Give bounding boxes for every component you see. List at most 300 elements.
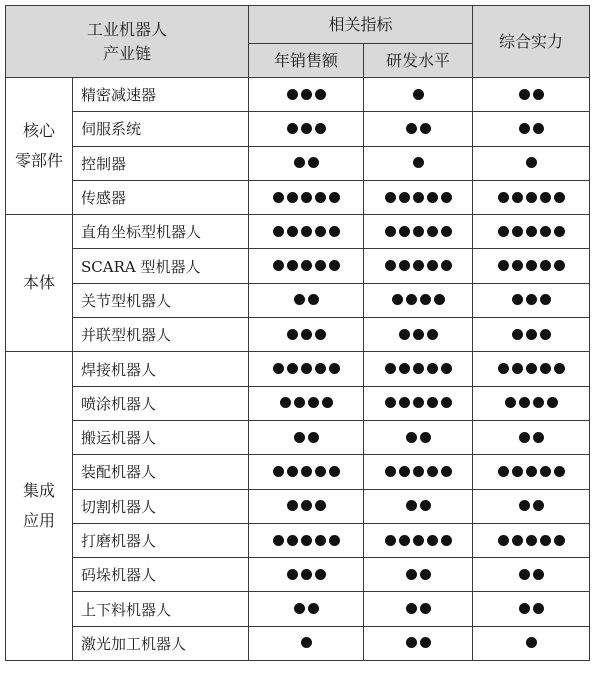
- category-line2: 零部件: [14, 151, 63, 171]
- rating-sales: [249, 215, 364, 249]
- rating-dot-icon: [420, 294, 431, 305]
- header-rd-label: 研发水平: [386, 50, 451, 70]
- rating-dots: [519, 569, 544, 580]
- rating-dots: [273, 260, 340, 271]
- rating-dot-icon: [413, 329, 424, 340]
- rating-rd: [364, 523, 473, 557]
- table-row: [6, 626, 590, 660]
- rating-rd: [364, 112, 473, 146]
- rating-dot-icon: [301, 637, 312, 648]
- rating-dot-icon: [540, 260, 551, 271]
- rating-dots: [287, 329, 326, 340]
- rating-dot-icon: [287, 466, 298, 477]
- rating-dot-icon: [540, 466, 551, 477]
- item-name: 上下料机器人: [73, 592, 249, 626]
- rating-dot-icon: [540, 329, 551, 340]
- table-row: [6, 318, 590, 352]
- rating-dot-icon: [301, 329, 312, 340]
- rating-dot-icon: [554, 192, 565, 203]
- rating-dots: [406, 123, 431, 134]
- rating-overall: [473, 146, 590, 180]
- rating-dot-icon: [273, 363, 284, 374]
- rating-dot-icon: [399, 260, 410, 271]
- item-name: 精密减速器: [73, 78, 249, 112]
- rating-dots: [301, 637, 312, 648]
- rating-dots: [294, 294, 319, 305]
- rating-dot-icon: [413, 363, 424, 374]
- rating-dot-icon: [519, 432, 530, 443]
- rating-dot-icon: [287, 192, 298, 203]
- rating-dots: [392, 294, 445, 305]
- rating-dot-icon: [512, 260, 523, 271]
- rating-dot-icon: [512, 294, 523, 305]
- rating-sales: [249, 489, 364, 523]
- rating-dot-icon: [399, 329, 410, 340]
- category-cell: [6, 215, 73, 352]
- rating-dot-icon: [533, 397, 544, 408]
- rating-overall: [473, 283, 590, 317]
- rating-dot-icon: [413, 192, 424, 203]
- rating-dot-icon: [329, 260, 340, 271]
- rating-dots: [280, 397, 333, 408]
- rating-overall: [473, 558, 590, 592]
- rating-dot-icon: [315, 260, 326, 271]
- rating-dot-icon: [301, 363, 312, 374]
- rating-sales: [249, 523, 364, 557]
- rating-dot-icon: [498, 192, 509, 203]
- rating-overall: [473, 215, 590, 249]
- rating-dot-icon: [406, 569, 417, 580]
- rating-dot-icon: [315, 466, 326, 477]
- rating-overall: [473, 112, 590, 146]
- rating-dot-icon: [385, 363, 396, 374]
- rating-dot-icon: [385, 226, 396, 237]
- rating-dot-icon: [413, 397, 424, 408]
- rating-dots: [512, 294, 551, 305]
- rating-dots: [498, 260, 565, 271]
- rating-dot-icon: [399, 397, 410, 408]
- rating-dot-icon: [329, 192, 340, 203]
- rating-dot-icon: [498, 363, 509, 374]
- rating-dot-icon: [427, 260, 438, 271]
- rating-dots: [413, 157, 424, 168]
- rating-dot-icon: [533, 500, 544, 511]
- rating-sales: [249, 420, 364, 454]
- category-cell: [6, 78, 73, 215]
- rating-dot-icon: [315, 192, 326, 203]
- category-line2: 应用: [22, 511, 55, 531]
- table-body: [6, 78, 590, 661]
- table-row: [6, 489, 590, 523]
- rating-dot-icon: [519, 500, 530, 511]
- rating-dot-icon: [385, 466, 396, 477]
- rating-dot-icon: [533, 569, 544, 580]
- table-row: [6, 180, 590, 214]
- table-row: [6, 386, 590, 420]
- rating-sales: [249, 386, 364, 420]
- rating-sales: [249, 558, 364, 592]
- rating-rd: [364, 215, 473, 249]
- rating-dot-icon: [385, 535, 396, 546]
- rating-dots: [498, 192, 565, 203]
- rating-dot-icon: [399, 363, 410, 374]
- rating-rd: [364, 626, 473, 660]
- header-overall-label: 综合实力: [499, 31, 564, 51]
- rating-dot-icon: [308, 603, 319, 614]
- table-row: [6, 558, 590, 592]
- rating-sales: [249, 352, 364, 386]
- rating-overall: [473, 592, 590, 626]
- item-name: 切割机器人: [73, 489, 249, 523]
- rating-dot-icon: [427, 192, 438, 203]
- rating-dots: [273, 192, 340, 203]
- header-sales: [249, 44, 364, 78]
- rating-dots: [505, 397, 558, 408]
- rating-sales: [249, 626, 364, 660]
- rating-dots: [406, 500, 431, 511]
- category-line1: 核心: [22, 121, 55, 141]
- category-line1: 本体: [22, 273, 55, 293]
- rating-dot-icon: [441, 466, 452, 477]
- rating-dot-icon: [420, 603, 431, 614]
- rating-dot-icon: [420, 123, 431, 134]
- rating-dot-icon: [315, 535, 326, 546]
- rating-dot-icon: [505, 397, 516, 408]
- rating-dot-icon: [420, 569, 431, 580]
- item-name: 控制器: [73, 146, 249, 180]
- rating-dot-icon: [526, 260, 537, 271]
- rating-dots: [519, 123, 544, 134]
- rating-dots: [385, 226, 452, 237]
- rating-dot-icon: [315, 569, 326, 580]
- rating-dot-icon: [512, 226, 523, 237]
- rating-dot-icon: [526, 226, 537, 237]
- rating-dot-icon: [294, 157, 305, 168]
- rating-sales: [249, 112, 364, 146]
- item-name: 直角坐标型机器人: [73, 215, 249, 249]
- rating-dots: [519, 432, 544, 443]
- rating-dot-icon: [301, 535, 312, 546]
- rating-dots: [519, 89, 544, 100]
- rating-dots: [385, 535, 452, 546]
- rating-rd: [364, 318, 473, 352]
- rating-dot-icon: [308, 432, 319, 443]
- rating-dot-icon: [287, 569, 298, 580]
- rating-dot-icon: [287, 363, 298, 374]
- rating-dot-icon: [526, 192, 537, 203]
- rating-dot-icon: [406, 294, 417, 305]
- rating-overall: [473, 386, 590, 420]
- rating-rd: [364, 180, 473, 214]
- rating-dot-icon: [287, 89, 298, 100]
- rating-dots: [287, 569, 326, 580]
- rating-dot-icon: [287, 535, 298, 546]
- rating-dot-icon: [512, 535, 523, 546]
- rating-rd: [364, 420, 473, 454]
- item-name: 打磨机器人: [73, 523, 249, 557]
- item-name: 喷涂机器人: [73, 386, 249, 420]
- rating-dot-icon: [413, 226, 424, 237]
- rating-dot-icon: [287, 123, 298, 134]
- rating-dot-icon: [301, 226, 312, 237]
- rating-dots: [287, 500, 326, 511]
- rating-rd: [364, 489, 473, 523]
- rating-overall: [473, 626, 590, 660]
- rating-dots: [512, 329, 551, 340]
- rating-overall: [473, 420, 590, 454]
- rating-dots: [273, 535, 340, 546]
- rating-dot-icon: [294, 603, 305, 614]
- rating-dot-icon: [519, 89, 530, 100]
- rating-dot-icon: [273, 466, 284, 477]
- rating-dots: [399, 329, 438, 340]
- rating-dot-icon: [301, 500, 312, 511]
- rating-dots: [385, 397, 452, 408]
- rating-dot-icon: [329, 363, 340, 374]
- rating-dot-icon: [385, 397, 396, 408]
- rating-dot-icon: [287, 226, 298, 237]
- rating-sales: [249, 455, 364, 489]
- rating-dot-icon: [322, 397, 333, 408]
- rating-dot-icon: [533, 432, 544, 443]
- rating-dot-icon: [420, 637, 431, 648]
- rating-dots: [385, 466, 452, 477]
- rating-dot-icon: [427, 466, 438, 477]
- rating-dots: [385, 192, 452, 203]
- rating-dot-icon: [554, 535, 565, 546]
- header-corner-line1: 工业机器人: [87, 19, 168, 39]
- table-row: [6, 78, 590, 112]
- rating-dot-icon: [498, 226, 509, 237]
- rating-rd: [364, 283, 473, 317]
- rating-dot-icon: [427, 226, 438, 237]
- rating-dot-icon: [441, 535, 452, 546]
- rating-dot-icon: [399, 226, 410, 237]
- item-name: 伺服系统: [73, 112, 249, 146]
- rating-dots: [294, 603, 319, 614]
- rating-dots: [519, 500, 544, 511]
- rating-dot-icon: [526, 157, 537, 168]
- rating-dots: [385, 363, 452, 374]
- rating-dot-icon: [420, 432, 431, 443]
- rating-dot-icon: [554, 363, 565, 374]
- rating-dot-icon: [512, 363, 523, 374]
- rating-dot-icon: [526, 637, 537, 648]
- rating-dots: [287, 123, 326, 134]
- rating-dot-icon: [540, 535, 551, 546]
- rating-dot-icon: [533, 603, 544, 614]
- item-name: 传感器: [73, 180, 249, 214]
- rating-dots: [413, 89, 424, 100]
- rating-dots: [406, 432, 431, 443]
- category-cell: [6, 352, 73, 661]
- rating-overall: [473, 249, 590, 283]
- rating-dot-icon: [385, 260, 396, 271]
- rating-sales: [249, 78, 364, 112]
- item-name: 搬运机器人: [73, 420, 249, 454]
- rating-dot-icon: [420, 500, 431, 511]
- rating-dot-icon: [399, 535, 410, 546]
- rating-dot-icon: [287, 260, 298, 271]
- item-name: 关节型机器人: [73, 283, 249, 317]
- rating-sales: [249, 180, 364, 214]
- table-row: [6, 352, 590, 386]
- rating-dot-icon: [441, 226, 452, 237]
- item-name: 码垛机器人: [73, 558, 249, 592]
- rating-dots: [273, 466, 340, 477]
- rating-rd: [364, 592, 473, 626]
- header-rd: [364, 44, 473, 78]
- rating-dot-icon: [554, 226, 565, 237]
- rating-dot-icon: [519, 123, 530, 134]
- rating-dot-icon: [294, 432, 305, 443]
- robot-industry-table: [5, 5, 590, 661]
- rating-dot-icon: [526, 363, 537, 374]
- table-row: [6, 215, 590, 249]
- rating-dots: [519, 603, 544, 614]
- rating-dot-icon: [385, 192, 396, 203]
- rating-dots: [287, 89, 326, 100]
- rating-dot-icon: [512, 329, 523, 340]
- rating-dot-icon: [526, 294, 537, 305]
- rating-dot-icon: [498, 260, 509, 271]
- rating-dot-icon: [399, 192, 410, 203]
- rating-dot-icon: [512, 192, 523, 203]
- rating-dot-icon: [427, 397, 438, 408]
- rating-dots: [526, 157, 537, 168]
- rating-dots: [498, 363, 565, 374]
- rating-dots: [498, 535, 565, 546]
- rating-rd: [364, 146, 473, 180]
- rating-dot-icon: [329, 466, 340, 477]
- header-group: [249, 6, 473, 44]
- rating-dot-icon: [308, 294, 319, 305]
- rating-dot-icon: [554, 466, 565, 477]
- item-name: SCARA 型机器人: [73, 249, 249, 283]
- rating-dot-icon: [406, 603, 417, 614]
- rating-dot-icon: [301, 569, 312, 580]
- category-line1: 集成: [22, 481, 55, 501]
- table-row: [6, 420, 590, 454]
- rating-dots: [385, 260, 452, 271]
- rating-dot-icon: [308, 397, 319, 408]
- rating-dot-icon: [533, 89, 544, 100]
- table-row: [6, 592, 590, 626]
- rating-dot-icon: [329, 226, 340, 237]
- rating-dot-icon: [315, 500, 326, 511]
- rating-dot-icon: [392, 294, 403, 305]
- rating-dots: [273, 363, 340, 374]
- rating-dot-icon: [294, 294, 305, 305]
- rating-dot-icon: [315, 123, 326, 134]
- header-corner-cell: [6, 6, 249, 78]
- rating-rd: [364, 455, 473, 489]
- rating-overall: [473, 352, 590, 386]
- rating-overall: [473, 180, 590, 214]
- table-row: [6, 146, 590, 180]
- rating-dot-icon: [329, 535, 340, 546]
- rating-rd: [364, 249, 473, 283]
- rating-dot-icon: [301, 260, 312, 271]
- item-name: 装配机器人: [73, 455, 249, 489]
- rating-dot-icon: [315, 329, 326, 340]
- header-group-label: 相关指标: [328, 14, 393, 34]
- rating-dot-icon: [413, 535, 424, 546]
- rating-sales: [249, 318, 364, 352]
- rating-dot-icon: [427, 535, 438, 546]
- rating-dot-icon: [406, 500, 417, 511]
- header-sales-label: 年销售额: [274, 50, 339, 70]
- rating-dot-icon: [301, 192, 312, 203]
- rating-dot-icon: [526, 466, 537, 477]
- rating-dot-icon: [301, 123, 312, 134]
- rating-dot-icon: [519, 397, 530, 408]
- rating-dots: [294, 432, 319, 443]
- rating-dot-icon: [533, 123, 544, 134]
- rating-dot-icon: [540, 294, 551, 305]
- rating-dot-icon: [301, 89, 312, 100]
- table-row: [6, 249, 590, 283]
- rating-dot-icon: [526, 329, 537, 340]
- rating-dot-icon: [547, 397, 558, 408]
- rating-dot-icon: [273, 260, 284, 271]
- rating-dot-icon: [540, 363, 551, 374]
- rating-overall: [473, 489, 590, 523]
- rating-dots: [526, 637, 537, 648]
- rating-dot-icon: [441, 397, 452, 408]
- rating-dot-icon: [315, 363, 326, 374]
- rating-dot-icon: [540, 226, 551, 237]
- item-name: 焊接机器人: [73, 352, 249, 386]
- rating-dot-icon: [406, 432, 417, 443]
- rating-dot-icon: [413, 260, 424, 271]
- rating-dot-icon: [413, 466, 424, 477]
- rating-sales: [249, 283, 364, 317]
- rating-sales: [249, 249, 364, 283]
- rating-sales: [249, 146, 364, 180]
- rating-dot-icon: [413, 157, 424, 168]
- item-name: 并联型机器人: [73, 318, 249, 352]
- rating-dot-icon: [273, 192, 284, 203]
- rating-dot-icon: [280, 397, 291, 408]
- item-name: 激光加工机器人: [73, 626, 249, 660]
- rating-rd: [364, 386, 473, 420]
- rating-dot-icon: [287, 329, 298, 340]
- rating-dots: [498, 226, 565, 237]
- rating-dot-icon: [427, 329, 438, 340]
- rating-dots: [406, 637, 431, 648]
- rating-dot-icon: [519, 603, 530, 614]
- rating-dots: [294, 157, 319, 168]
- rating-rd: [364, 352, 473, 386]
- rating-dot-icon: [273, 226, 284, 237]
- rating-dot-icon: [399, 466, 410, 477]
- rating-dot-icon: [554, 260, 565, 271]
- rating-dot-icon: [519, 569, 530, 580]
- rating-dot-icon: [315, 89, 326, 100]
- rating-dot-icon: [406, 123, 417, 134]
- rating-rd: [364, 78, 473, 112]
- header-corner-line2: 产业链: [103, 43, 152, 63]
- rating-overall: [473, 523, 590, 557]
- rating-dot-icon: [434, 294, 445, 305]
- rating-dots: [406, 569, 431, 580]
- rating-dot-icon: [441, 363, 452, 374]
- rating-dot-icon: [512, 466, 523, 477]
- rating-dot-icon: [413, 89, 424, 100]
- rating-dot-icon: [441, 192, 452, 203]
- rating-dot-icon: [315, 226, 326, 237]
